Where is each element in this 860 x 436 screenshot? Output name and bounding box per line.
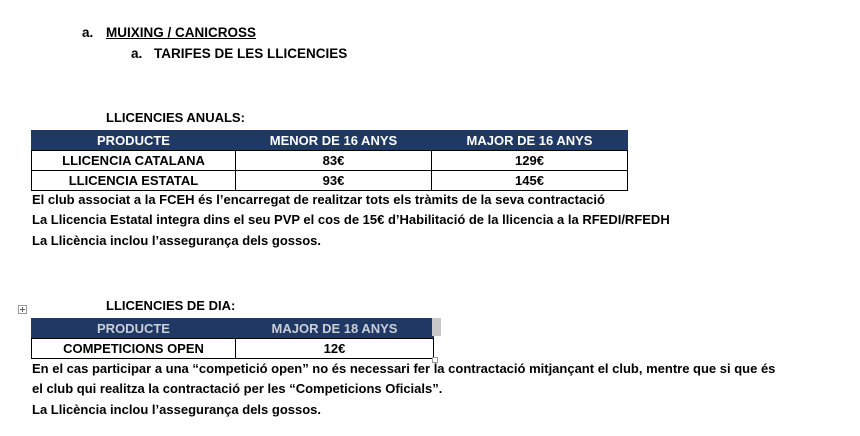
heading-marker: a. [82, 25, 94, 40]
cell-price-menor: 83€ [236, 151, 432, 171]
cell-product: LLICENCIA CATALANA [32, 151, 236, 171]
daily-licences-title: LLICENCIES DE DIA: [106, 298, 236, 313]
move-arrows-icon[interactable] [18, 305, 27, 314]
header-major-16: MAJOR DE 16 ANYS [432, 131, 628, 151]
cell-price-major: 129€ [432, 151, 628, 171]
cell-price-major: 12€ [236, 339, 434, 359]
cell-product: COMPETICIONS OPEN [32, 339, 236, 359]
section-heading [106, 25, 256, 40]
section-heading-text: MUIXING / CANICROSS [106, 25, 257, 40]
table-row [32, 339, 434, 359]
header-major-18: MAJOR DE 18 ANYS [236, 319, 434, 339]
daily-note: La Llicència inclou l’assegurança dels gossos. [32, 402, 321, 417]
annual-licences-title: LLICENCIES ANUALS: [106, 110, 245, 125]
header-producte: PRODUCTE [32, 319, 236, 339]
cell-price-menor: 93€ [236, 171, 432, 191]
subheading-marker: a. [131, 46, 143, 61]
table-header-row [32, 319, 434, 339]
row-end-selection [432, 318, 441, 336]
daily-note: el club qui realitza la contractació per les “Competicions Oficials”. [32, 381, 443, 396]
header-producte: PRODUCTE [32, 131, 236, 151]
annual-note: La Llicència inclou l’assegurança dels gossos. [32, 233, 321, 248]
annual-licences-table [31, 130, 628, 191]
annual-note: La Llicencia Estatal integra dins el seu PVP el cos de 15€ d’Habilitació de la llicencia a la RFEDI/RFEDH [32, 212, 670, 227]
subheading-text: TARIFES DE LES LLICENCIES [154, 46, 348, 61]
table-header-row [32, 131, 628, 151]
table-row [32, 151, 628, 171]
daily-note: En el cas participar a una “competició open” no és necessari fer la contractació mitjançant el club, mentre que si que és [32, 361, 776, 376]
header-menor-16: MENOR DE 16 ANYS [236, 131, 432, 151]
daily-licences-table [31, 318, 434, 359]
annual-note: El club associat a la FCEH és l’encarregat de realitzar tots els tràmits de la seva contractació [32, 192, 605, 207]
table-row [32, 171, 628, 191]
cell-price-major: 145€ [432, 171, 628, 191]
cell-product: LLICENCIA ESTATAL [32, 171, 236, 191]
